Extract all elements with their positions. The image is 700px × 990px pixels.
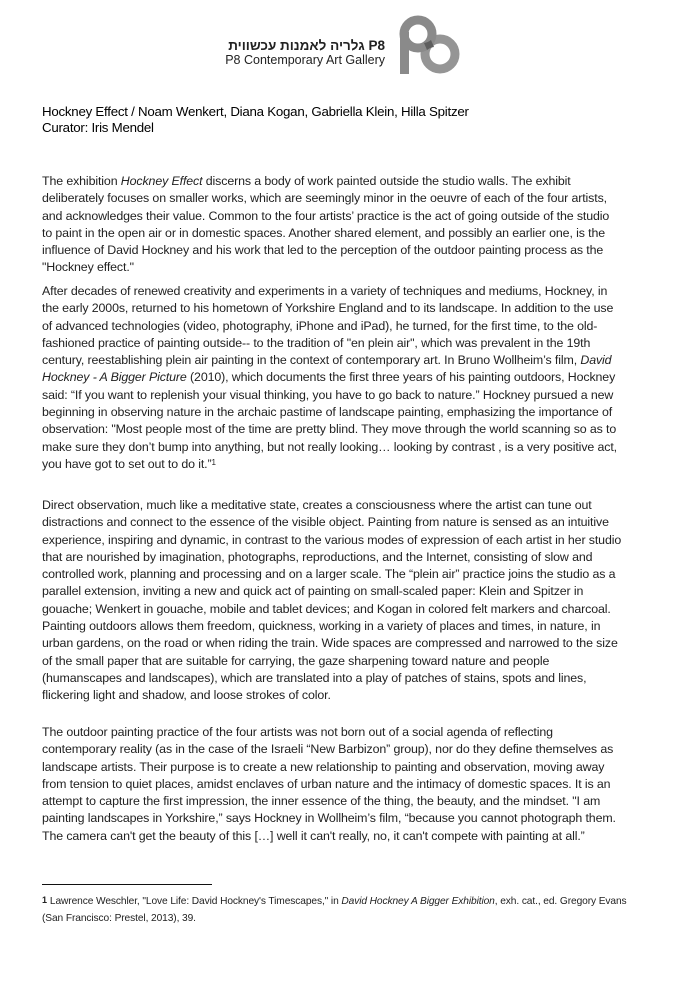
text-line: Hockney - A Bigger Picture (2010), which documents the first three years of his painting outdoors, Hockney (42, 370, 616, 385)
text-line: flickering light and shadow, and loose strokes of color. (42, 688, 331, 703)
paragraph-4 (42, 724, 682, 845)
text-line: attempt to capture the first impression, the inner essence of the thing, the beauty, and the mindset. "I am (42, 794, 601, 809)
text-line: of the small paper that are suitable for carrying, the gaze sharpening toward nature and people (42, 653, 550, 668)
text-line: The outdoor painting practice of the four artists was not born out of a social agenda of reflecting (42, 725, 553, 739)
text-line: and acknowledges their value. Common to the four artists’ practice is the act of going outside of the studio (42, 208, 610, 223)
exhibition-title-block (42, 104, 469, 136)
text-line: to paint in the open air or in domestic spaces. Another shared element, and possibly an earlier one, is the (42, 225, 605, 240)
text-line: After decades of renewed creativity and experiments in a variety of techniques and mediums, Hockney, in (42, 284, 608, 298)
curator-line: Curator: Iris Mendel (42, 120, 154, 135)
footnote-line-2: (San Francisco: Prestel, 2013), 39. (42, 913, 196, 924)
footnote-separator (42, 884, 212, 885)
gallery-name-english: P8 Contemporary Art Gallery (225, 53, 385, 67)
text-line: distractions and connect to the essence of the visible object. Painting from nature is sensed as an intuitive (42, 515, 609, 530)
text-line: experience, inspiring and dynamic, in contrast to the various modes of expression of each artist in her studio (42, 532, 622, 547)
gallery-header (225, 14, 480, 76)
text-line: gouache; Wenkert in gouache, mobile and tablet devices; and Kogan in colored felt markers and charcoal. (42, 601, 611, 616)
text-line: Direct observation, much like a meditative state, creates a consciousness where the artist can tune out (42, 498, 592, 512)
footnote-book-title: David Hockney A Bigger Exhibition (341, 896, 495, 907)
text-line: that are nourished by imagination, photographs, reproductions, and the Internet, consisting of slow and (42, 549, 593, 564)
footnote (42, 893, 627, 927)
paragraph-2 (42, 283, 682, 473)
paragraph-3 (42, 497, 682, 705)
text-line: of advanced technologies (video, photography, iPhone and iPad), he turned, for the first time, to the old- (42, 318, 598, 333)
text-line: influence of David Hockney and his work that led to the perception of the outdoor painting process as the (42, 243, 604, 258)
text-line: urban gardens, on the road or when riding the train. Wide spaces are compressed and narrowed to the size (42, 636, 618, 651)
exhibition-title: Hockney Effect / Noam Wenkert, Diana Kogan, Gabriella Klein, Hilla Spitzer (42, 104, 469, 119)
italic-title: Hockney Effect (120, 174, 203, 188)
paragraph-1 (42, 173, 682, 277)
text-line: The camera can't get the beauty of this […] well it can't really, no, it can't compete with painting at all.” (42, 828, 585, 843)
text-line: beginning in observing nature in the archaic pastime of landscape painting, emphasizing the importance of (42, 405, 613, 420)
text-line: landscape artists. Their purpose is to create a new relationship to painting and observation, moving away (42, 759, 605, 774)
text-line: make sure they don’t bump into anything, but not really looking… looking by contrast , is a very positive act, (42, 439, 617, 454)
text-line: from tension to quiet places, amidst enclaves of urban nature and the intimacy of domestic spaces. It is an (42, 776, 611, 791)
text-line: painting landscapes in Yorkshire,” says Hockney in Wollheim’s film, “because you cannot photograph them. (42, 811, 616, 826)
footnote-reference[interactable]: 1 (211, 457, 216, 467)
text-line: observation: "Most people most of the time are pretty blind. They move through the world scanning so as to (42, 422, 617, 437)
text-line: century, reestablishing plein air painting in the context of contemporary art. In Bruno Wollheim’s film, David (42, 353, 612, 368)
footnote-number: 1 (42, 895, 47, 905)
italic-title: David (580, 353, 612, 368)
text-line: said: “If you want to replenish your visual thinking, you have to go back to nature.” Hockney pursued a new (42, 387, 614, 402)
text-line: deliberately focuses on smaller works, which are seemingly minor in the oeuvre of each of the four artists, (42, 191, 607, 206)
text-line: parallel extension, inviting a new and quick act of painting on small-scaled paper: Klein and Spitzer in (42, 584, 584, 599)
gallery-name-hebrew: P8 גלריה לאמנות עכשווית (228, 38, 385, 53)
text-line: the early 2000s, returned to his hometown of Yorkshire England and to its landscape. In addition to the use (42, 301, 614, 316)
text-line: fashioned practice of painting outside-- to the tradition of "en plein air", which was prevalent in the 19th (42, 335, 591, 350)
italic-title: Hockney - A Bigger Picture (42, 370, 187, 385)
text-line: you have got to set out to do it.”$^1$ (42, 456, 216, 471)
p8-logo-icon (394, 14, 474, 76)
footnote-line-1: 1 Lawrence Weschler, "Love Life: David Hockney's Timescapes," in David Hockney A Bigger Exhibition, exh. cat., ed. Gregory Evans (42, 895, 627, 907)
text-line: controlled work, planning and processing and on a larger scale. The “plein air” practice joins the studio as a (42, 567, 616, 582)
text-line: "Hockney effect." (42, 260, 134, 275)
text-line: contemporary reality (as in the case of the Israeli “New Barbizon” group), nor do they define themselves as (42, 742, 614, 757)
text-line: The exhibition Hockney Effect discerns a body of work painted outside the studio walls. The exhibit (42, 174, 571, 188)
text-line: Painting outdoors allows them freedom, quickness, working in a variety of places and times, in nature, in (42, 619, 601, 634)
text-line: (humanscapes and landscapes), which are translated into a play of patches of stains, spots and lines, (42, 670, 587, 685)
gallery-name (225, 38, 385, 68)
